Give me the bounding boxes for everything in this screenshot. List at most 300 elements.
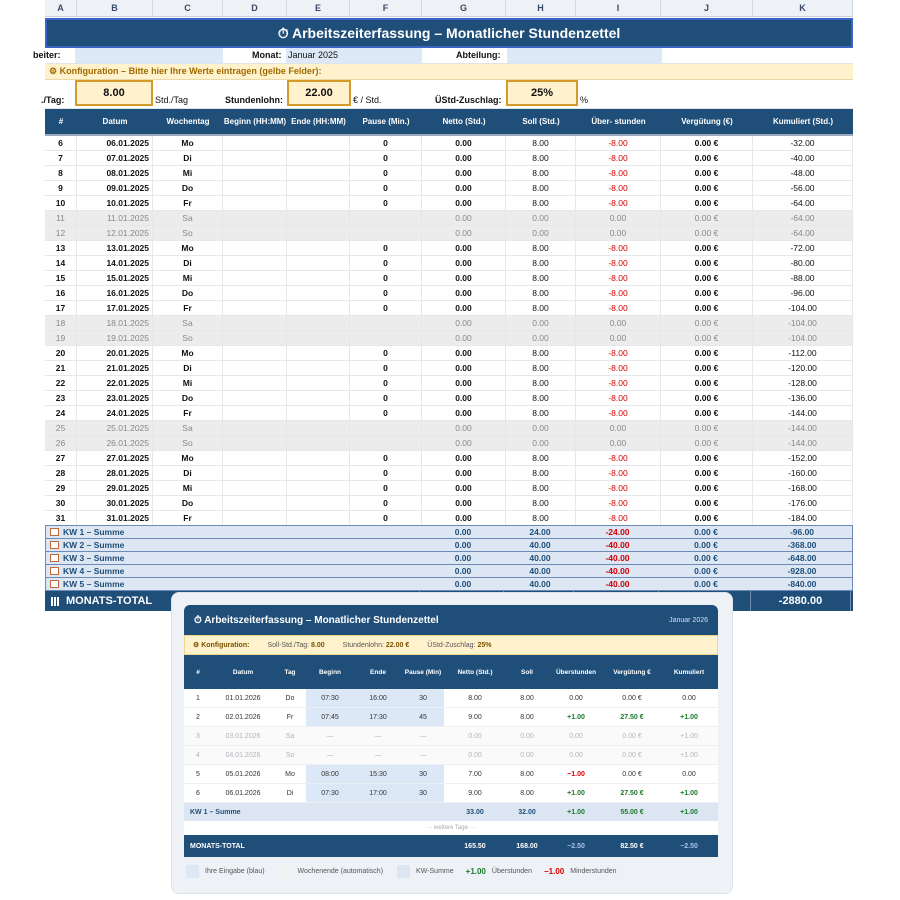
overtime-cell[interactable]: 0.00 (576, 436, 661, 450)
column-header[interactable]: H (506, 0, 576, 16)
end-cell[interactable] (287, 361, 350, 375)
row-number[interactable]: 27 (45, 451, 77, 465)
row-number[interactable]: 11 (45, 211, 77, 225)
date-cell[interactable]: 30.01.2025 (77, 496, 153, 510)
week-sum-label[interactable] (46, 565, 421, 577)
date-cell[interactable]: 15.01.2025 (77, 271, 153, 285)
date-cell[interactable]: 29.01.2025 (77, 481, 153, 495)
overtime-cell[interactable]: -8.00 (576, 406, 661, 420)
kw-netto[interactable]: 0.00 (454, 579, 472, 589)
weekday-cell[interactable]: Do (153, 496, 223, 510)
overtime-cell[interactable]: 0.00 (576, 421, 661, 435)
end-cell[interactable] (287, 271, 350, 285)
weekday-cell[interactable]: Do (153, 181, 223, 195)
weekday-cell[interactable]: Di (153, 256, 223, 270)
end-cell[interactable] (287, 406, 350, 420)
kw-cumulative[interactable]: -368.00 (787, 540, 817, 550)
week-sum-label[interactable] (46, 539, 421, 551)
row-number[interactable]: 14 (45, 256, 77, 270)
kw-pay[interactable]: 0.00 € (694, 540, 718, 550)
date-cell[interactable]: 13.01.2025 (77, 241, 153, 255)
kw-pay[interactable]: 0.00 € (694, 579, 718, 589)
weekday-cell[interactable]: Sa (153, 316, 223, 330)
end-cell[interactable] (287, 511, 350, 525)
weekday-cell[interactable]: Mi (153, 376, 223, 390)
end-cell[interactable] (287, 436, 350, 450)
pay-cell[interactable]: 0.00 € (661, 226, 753, 240)
pay-cell[interactable]: 0.00 € (661, 286, 753, 300)
begin-cell[interactable] (223, 271, 287, 285)
cumulative-cell[interactable]: -80.00 (753, 256, 853, 270)
netto-cell[interactable]: 0.00 (422, 301, 506, 315)
column-header[interactable]: K (753, 0, 853, 16)
date-cell[interactable]: 07.01.2025 (77, 151, 153, 165)
overtime-cell[interactable]: -8.00 (576, 151, 661, 165)
kw-overtime[interactable]: -24.00 (605, 527, 630, 537)
end-cell[interactable] (287, 376, 350, 390)
column-header[interactable]: C (153, 0, 223, 16)
pause-cell[interactable]: 0 (350, 181, 422, 195)
date-cell[interactable]: 12.01.2025 (77, 226, 153, 240)
pause-cell[interactable]: 0 (350, 376, 422, 390)
weekday-cell[interactable]: So (153, 331, 223, 345)
end-cell[interactable] (287, 286, 350, 300)
date-cell[interactable]: 18.01.2025 (77, 316, 153, 330)
netto-cell[interactable]: 0.00 (422, 451, 506, 465)
pay-cell[interactable]: 0.00 € (661, 406, 753, 420)
begin-cell[interactable] (223, 481, 287, 495)
pay-cell[interactable]: 0.00 € (661, 331, 753, 345)
row-number[interactable]: 12 (45, 226, 77, 240)
overtime-cell[interactable]: 0.00 (576, 211, 661, 225)
row-number[interactable]: 16 (45, 286, 77, 300)
netto-cell[interactable]: 0.00 (422, 241, 506, 255)
stundenlohn-input[interactable]: 22.00 (287, 80, 351, 106)
pause-cell[interactable]: 0 (350, 406, 422, 420)
row-number[interactable]: 7 (45, 151, 77, 165)
netto-cell[interactable]: 0.00 (422, 151, 506, 165)
pay-cell[interactable]: 0.00 € (661, 151, 753, 165)
kw-soll[interactable]: 40.00 (529, 579, 551, 589)
cumulative-cell[interactable]: -128.00 (753, 376, 853, 390)
overtime-cell[interactable]: -8.00 (576, 346, 661, 360)
pause-cell[interactable]: 0 (350, 346, 422, 360)
overtime-cell[interactable]: -8.00 (576, 466, 661, 480)
pause-cell[interactable] (350, 211, 422, 225)
weekday-cell[interactable]: Mi (153, 481, 223, 495)
end-cell[interactable] (287, 136, 350, 150)
cumulative-cell[interactable]: -144.00 (753, 436, 853, 450)
begin-cell[interactable] (223, 226, 287, 240)
week-sum-label[interactable] (46, 526, 421, 538)
date-cell[interactable]: 25.01.2025 (77, 421, 153, 435)
kw-netto[interactable]: 0.00 (454, 553, 472, 563)
soll-cell[interactable]: 8.00 (506, 286, 576, 300)
pay-cell[interactable]: 0.00 € (661, 511, 753, 525)
pay-cell[interactable]: 0.00 € (661, 481, 753, 495)
soll-cell[interactable]: 0.00 (506, 226, 576, 240)
kw-pay[interactable]: 0.00 € (694, 527, 718, 537)
date-cell[interactable]: 23.01.2025 (77, 391, 153, 405)
weekday-cell[interactable]: Fr (153, 196, 223, 210)
row-number[interactable]: 29 (45, 481, 77, 495)
cumulative-cell[interactable]: -152.00 (753, 451, 853, 465)
pause-cell[interactable]: 0 (350, 271, 422, 285)
soll-cell[interactable]: 8.00 (506, 451, 576, 465)
overtime-cell[interactable]: -8.00 (576, 481, 661, 495)
row-number[interactable]: 25 (45, 421, 77, 435)
begin-cell[interactable] (223, 331, 287, 345)
kw-overtime[interactable]: -40.00 (605, 553, 630, 563)
row-number[interactable]: 22 (45, 376, 77, 390)
netto-cell[interactable]: 0.00 (422, 376, 506, 390)
row-number[interactable]: 15 (45, 271, 77, 285)
date-cell[interactable]: 14.01.2025 (77, 256, 153, 270)
kw-soll[interactable]: 40.00 (529, 540, 551, 550)
date-cell[interactable]: 09.01.2025 (77, 181, 153, 195)
netto-cell[interactable]: 0.00 (422, 481, 506, 495)
cumulative-cell[interactable]: -160.00 (753, 466, 853, 480)
kw-netto[interactable]: 0.00 (454, 527, 472, 537)
monat-input[interactable]: Januar 2025 (286, 48, 422, 63)
end-cell[interactable] (287, 421, 350, 435)
sheet-title[interactable]: ⏱ Arbeitszeiterfassung – Monatlicher Stundenzettel (45, 18, 853, 48)
end-cell[interactable] (287, 181, 350, 195)
overtime-cell[interactable]: -8.00 (576, 241, 661, 255)
overtime-cell[interactable]: -8.00 (576, 376, 661, 390)
column-header[interactable]: G (422, 0, 506, 16)
cumulative-cell[interactable]: -104.00 (753, 301, 853, 315)
begin-cell[interactable] (223, 241, 287, 255)
date-cell[interactable]: 24.01.2025 (77, 406, 153, 420)
begin-cell[interactable] (223, 211, 287, 225)
pause-cell[interactable]: 0 (350, 466, 422, 480)
column-header[interactable]: J (661, 0, 753, 16)
column-header[interactable]: D (223, 0, 287, 16)
pay-cell[interactable]: 0.00 € (661, 361, 753, 375)
column-header[interactable]: F (350, 0, 422, 16)
netto-cell[interactable]: 0.00 (422, 196, 506, 210)
row-number[interactable]: 19 (45, 331, 77, 345)
pay-cell[interactable]: 0.00 € (661, 181, 753, 195)
row-number[interactable]: 28 (45, 466, 77, 480)
begin-cell[interactable] (223, 316, 287, 330)
soll-cell[interactable]: 8.00 (506, 181, 576, 195)
weekday-cell[interactable]: Do (153, 286, 223, 300)
begin-cell[interactable] (223, 346, 287, 360)
cumulative-cell[interactable]: -112.00 (753, 346, 853, 360)
date-cell[interactable]: 26.01.2025 (77, 436, 153, 450)
weekday-cell[interactable]: Fr (153, 406, 223, 420)
netto-cell[interactable]: 0.00 (422, 166, 506, 180)
weekday-cell[interactable]: Di (153, 361, 223, 375)
pay-cell[interactable]: 0.00 € (661, 436, 753, 450)
date-cell[interactable]: 31.01.2025 (77, 511, 153, 525)
weekday-cell[interactable]: Mo (153, 346, 223, 360)
kw-overtime[interactable]: -40.00 (605, 579, 630, 589)
cumulative-cell[interactable]: -40.00 (753, 151, 853, 165)
cumulative-cell[interactable]: -56.00 (753, 181, 853, 195)
begin-cell[interactable] (223, 466, 287, 480)
soll-cell[interactable]: 0.00 (506, 436, 576, 450)
pay-cell[interactable]: 0.00 € (661, 421, 753, 435)
begin-cell[interactable] (223, 436, 287, 450)
pay-cell[interactable]: 0.00 € (661, 196, 753, 210)
mitarbeiter-input[interactable] (75, 48, 223, 63)
soll-cell[interactable]: 8.00 (506, 496, 576, 510)
weekday-cell[interactable]: Sa (153, 211, 223, 225)
date-cell[interactable]: 10.01.2025 (77, 196, 153, 210)
pause-cell[interactable]: 0 (350, 151, 422, 165)
pay-cell[interactable]: 0.00 € (661, 166, 753, 180)
pay-cell[interactable]: 0.00 € (661, 346, 753, 360)
week-sum-label[interactable] (46, 552, 421, 564)
netto-cell[interactable]: 0.00 (422, 436, 506, 450)
pay-cell[interactable]: 0.00 € (661, 451, 753, 465)
pause-cell[interactable] (350, 331, 422, 345)
pause-cell[interactable]: 0 (350, 361, 422, 375)
column-header[interactable]: B (77, 0, 153, 16)
cumulative-cell[interactable]: -176.00 (753, 496, 853, 510)
end-cell[interactable] (287, 466, 350, 480)
begin-cell[interactable] (223, 256, 287, 270)
weekday-cell[interactable]: Di (153, 466, 223, 480)
pay-cell[interactable]: 0.00 € (661, 391, 753, 405)
netto-cell[interactable]: 0.00 (422, 331, 506, 345)
soll-cell[interactable]: 8.00 (506, 346, 576, 360)
date-cell[interactable]: 08.01.2025 (77, 166, 153, 180)
pay-cell[interactable]: 0.00 € (661, 256, 753, 270)
zuschlag-input[interactable]: 25% (506, 80, 578, 106)
kw-cumulative[interactable]: -840.00 (787, 579, 817, 589)
row-number[interactable]: 21 (45, 361, 77, 375)
begin-cell[interactable] (223, 496, 287, 510)
column-header[interactable]: I (576, 0, 661, 16)
netto-cell[interactable]: 0.00 (422, 286, 506, 300)
pause-cell[interactable] (350, 421, 422, 435)
end-cell[interactable] (287, 481, 350, 495)
pause-cell[interactable]: 0 (350, 496, 422, 510)
netto-cell[interactable]: 0.00 (422, 226, 506, 240)
kw-netto[interactable]: 0.00 (454, 566, 472, 576)
end-cell[interactable] (287, 256, 350, 270)
kw-soll[interactable]: 24.00 (529, 527, 551, 537)
kw-pay[interactable]: 0.00 € (694, 566, 718, 576)
row-number[interactable]: 24 (45, 406, 77, 420)
begin-cell[interactable] (223, 421, 287, 435)
netto-cell[interactable]: 0.00 (422, 406, 506, 420)
soll-input[interactable]: 8.00 (75, 80, 153, 106)
row-number[interactable]: 30 (45, 496, 77, 510)
netto-cell[interactable]: 0.00 (422, 136, 506, 150)
overtime-cell[interactable]: -8.00 (576, 196, 661, 210)
overtime-cell[interactable]: -8.00 (576, 361, 661, 375)
netto-cell[interactable]: 0.00 (422, 346, 506, 360)
end-cell[interactable] (287, 196, 350, 210)
kw-soll[interactable]: 40.00 (529, 566, 551, 576)
begin-cell[interactable] (223, 511, 287, 525)
date-cell[interactable]: 16.01.2025 (77, 286, 153, 300)
date-cell[interactable]: 11.01.2025 (77, 211, 153, 225)
cumulative-cell[interactable]: -120.00 (753, 361, 853, 375)
cumulative-cell[interactable]: -48.00 (753, 166, 853, 180)
overtime-cell[interactable]: -8.00 (576, 166, 661, 180)
end-cell[interactable] (287, 316, 350, 330)
begin-cell[interactable] (223, 391, 287, 405)
overtime-cell[interactable]: -8.00 (576, 496, 661, 510)
overtime-cell[interactable]: -8.00 (576, 451, 661, 465)
netto-cell[interactable]: 0.00 (422, 181, 506, 195)
netto-cell[interactable]: 0.00 (422, 511, 506, 525)
cumulative-cell[interactable]: -136.00 (753, 391, 853, 405)
weekday-cell[interactable]: Fr (153, 511, 223, 525)
cumulative-cell[interactable]: -72.00 (753, 241, 853, 255)
pay-cell[interactable]: 0.00 € (661, 136, 753, 150)
date-cell[interactable]: 28.01.2025 (77, 466, 153, 480)
soll-cell[interactable]: 8.00 (506, 256, 576, 270)
weekday-cell[interactable]: Mo (153, 451, 223, 465)
pay-cell[interactable]: 0.00 € (661, 271, 753, 285)
row-number[interactable]: 10 (45, 196, 77, 210)
pay-cell[interactable]: 0.00 € (661, 316, 753, 330)
weekday-cell[interactable]: Mi (153, 166, 223, 180)
pay-cell[interactable]: 0.00 € (661, 241, 753, 255)
cumulative-cell[interactable]: -168.00 (753, 481, 853, 495)
abteilung-input[interactable] (507, 48, 662, 63)
begin-cell[interactable] (223, 301, 287, 315)
weekday-cell[interactable]: So (153, 436, 223, 450)
cumulative-cell[interactable]: -64.00 (753, 226, 853, 240)
total-kumuliert[interactable]: -2880.00 (751, 591, 851, 611)
row-number[interactable]: 9 (45, 181, 77, 195)
row-number[interactable]: 26 (45, 436, 77, 450)
pause-cell[interactable]: 0 (350, 481, 422, 495)
row-number[interactable]: 6 (45, 136, 77, 150)
row-number[interactable]: 31 (45, 511, 77, 525)
column-header[interactable]: E (287, 0, 350, 16)
soll-cell[interactable]: 8.00 (506, 391, 576, 405)
date-cell[interactable]: 21.01.2025 (77, 361, 153, 375)
end-cell[interactable] (287, 301, 350, 315)
overtime-cell[interactable]: 0.00 (576, 226, 661, 240)
pause-cell[interactable] (350, 226, 422, 240)
kw-overtime[interactable]: -40.00 (605, 566, 630, 576)
soll-cell[interactable]: 8.00 (506, 301, 576, 315)
row-number[interactable]: 18 (45, 316, 77, 330)
soll-cell[interactable]: 8.00 (506, 271, 576, 285)
soll-cell[interactable]: 8.00 (506, 151, 576, 165)
cumulative-cell[interactable]: -64.00 (753, 211, 853, 225)
pay-cell[interactable]: 0.00 € (661, 301, 753, 315)
cumulative-cell[interactable]: -64.00 (753, 196, 853, 210)
row-number[interactable]: 13 (45, 241, 77, 255)
pause-cell[interactable]: 0 (350, 166, 422, 180)
netto-cell[interactable]: 0.00 (422, 361, 506, 375)
pause-cell[interactable]: 0 (350, 256, 422, 270)
soll-cell[interactable]: 8.00 (506, 136, 576, 150)
kw-pay[interactable]: 0.00 € (694, 553, 718, 563)
end-cell[interactable] (287, 151, 350, 165)
overtime-cell[interactable]: 0.00 (576, 331, 661, 345)
netto-cell[interactable]: 0.00 (422, 256, 506, 270)
cumulative-cell[interactable]: -32.00 (753, 136, 853, 150)
kw-cumulative[interactable]: -648.00 (787, 553, 817, 563)
end-cell[interactable] (287, 226, 350, 240)
pause-cell[interactable]: 0 (350, 196, 422, 210)
pause-cell[interactable] (350, 316, 422, 330)
soll-cell[interactable]: 8.00 (506, 511, 576, 525)
weekday-cell[interactable]: Di (153, 151, 223, 165)
weekday-cell[interactable]: Mo (153, 136, 223, 150)
end-cell[interactable] (287, 166, 350, 180)
cumulative-cell[interactable]: -144.00 (753, 406, 853, 420)
netto-cell[interactable]: 0.00 (422, 316, 506, 330)
overtime-cell[interactable]: -8.00 (576, 181, 661, 195)
overtime-cell[interactable]: -8.00 (576, 391, 661, 405)
overtime-cell[interactable]: -8.00 (576, 511, 661, 525)
begin-cell[interactable] (223, 286, 287, 300)
netto-cell[interactable]: 0.00 (422, 466, 506, 480)
soll-cell[interactable]: 8.00 (506, 196, 576, 210)
date-cell[interactable]: 27.01.2025 (77, 451, 153, 465)
kw-soll[interactable]: 40.00 (529, 553, 551, 563)
overtime-cell[interactable]: -8.00 (576, 256, 661, 270)
end-cell[interactable] (287, 346, 350, 360)
row-number[interactable]: 8 (45, 166, 77, 180)
pause-cell[interactable] (350, 436, 422, 450)
cumulative-cell[interactable]: -104.00 (753, 316, 853, 330)
begin-cell[interactable] (223, 151, 287, 165)
pause-cell[interactable]: 0 (350, 391, 422, 405)
end-cell[interactable] (287, 241, 350, 255)
begin-cell[interactable] (223, 376, 287, 390)
netto-cell[interactable]: 0.00 (422, 271, 506, 285)
begin-cell[interactable] (223, 361, 287, 375)
begin-cell[interactable] (223, 181, 287, 195)
overtime-cell[interactable]: -8.00 (576, 301, 661, 315)
begin-cell[interactable] (223, 406, 287, 420)
overtime-cell[interactable]: -8.00 (576, 271, 661, 285)
soll-cell[interactable]: 0.00 (506, 331, 576, 345)
soll-cell[interactable]: 0.00 (506, 421, 576, 435)
overtime-cell[interactable]: -8.00 (576, 136, 661, 150)
cumulative-cell[interactable]: -184.00 (753, 511, 853, 525)
weekday-cell[interactable]: So (153, 226, 223, 240)
begin-cell[interactable] (223, 196, 287, 210)
overtime-cell[interactable]: 0.00 (576, 316, 661, 330)
date-cell[interactable]: 20.01.2025 (77, 346, 153, 360)
weekday-cell[interactable]: Mo (153, 241, 223, 255)
pay-cell[interactable]: 0.00 € (661, 496, 753, 510)
overtime-cell[interactable]: -8.00 (576, 286, 661, 300)
soll-cell[interactable]: 8.00 (506, 361, 576, 375)
pay-cell[interactable]: 0.00 € (661, 466, 753, 480)
week-sum-label[interactable] (46, 578, 421, 590)
date-cell[interactable]: 19.01.2025 (77, 331, 153, 345)
row-number[interactable]: 17 (45, 301, 77, 315)
soll-cell[interactable]: 8.00 (506, 241, 576, 255)
column-header[interactable]: A (45, 0, 77, 16)
pay-cell[interactable]: 0.00 € (661, 376, 753, 390)
netto-cell[interactable]: 0.00 (422, 496, 506, 510)
cumulative-cell[interactable]: -96.00 (753, 286, 853, 300)
pause-cell[interactable]: 0 (350, 136, 422, 150)
cumulative-cell[interactable]: -144.00 (753, 421, 853, 435)
pause-cell[interactable]: 0 (350, 451, 422, 465)
soll-cell[interactable]: 8.00 (506, 466, 576, 480)
weekday-cell[interactable]: Do (153, 391, 223, 405)
end-cell[interactable] (287, 391, 350, 405)
